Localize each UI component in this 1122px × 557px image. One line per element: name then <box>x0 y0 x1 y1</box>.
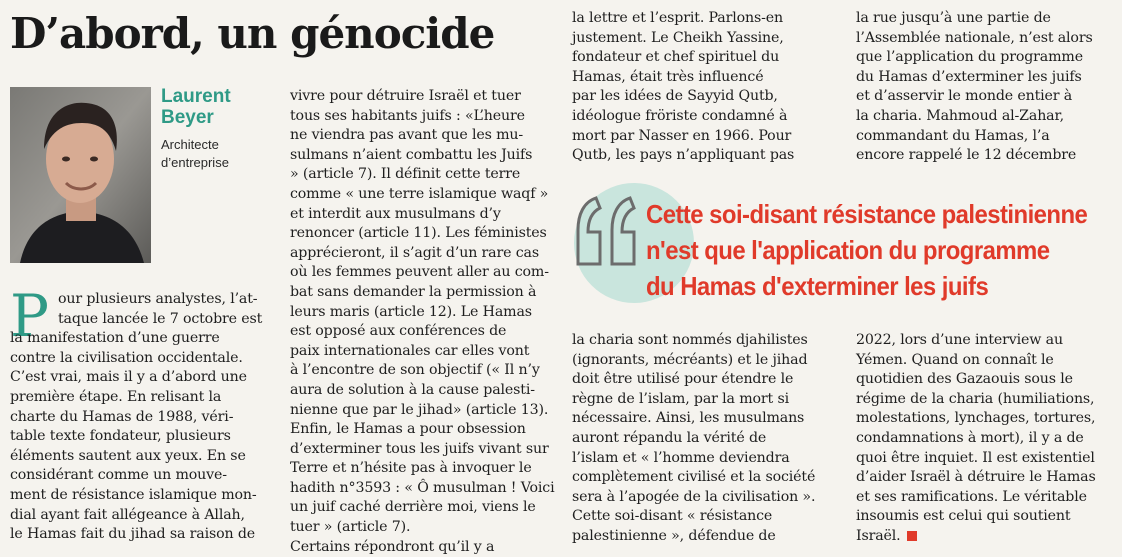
text-line: et ses ramifications. Le véritable <box>856 488 1087 505</box>
column-1 <box>10 282 272 545</box>
text-line: que l’application du programme <box>856 49 1083 66</box>
text-line: encore rappelé le 12 décembre <box>856 147 1077 164</box>
text-line: bat sans demander la permission à <box>290 283 537 300</box>
text-line: » (article 7). Il définit cette terre <box>290 166 521 183</box>
text-line: Cette soi-disant « résistance <box>572 508 773 525</box>
author-role <box>161 136 251 172</box>
text-line: ne viendra pas avant que les mu- <box>290 127 524 144</box>
text-line: nienne que par le jihad» (article 13). <box>290 401 549 418</box>
author-portrait-icon <box>10 87 151 263</box>
text-line: contre la civilisation occidentale. <box>10 349 243 366</box>
text-line: Qutb, les pays n’appliquant pas <box>572 147 795 164</box>
text-line: la manifestation d’une guerre <box>10 330 220 347</box>
text-line: où les femmes peuvent aller au com- <box>290 264 549 281</box>
text-line: première étape. En relisant la <box>10 388 222 405</box>
text-line: d’exterminer tous les juifs vivant sur <box>290 440 549 457</box>
pull-quote-line: n'est que l'application du programme <box>646 235 1050 265</box>
text-line: commandant du Hamas, l’a <box>856 127 1050 144</box>
text-line: auront répandu la vérité de <box>572 429 767 446</box>
text-line: quoi être inquiet. Il est existentiel <box>856 449 1095 466</box>
text-line: et interdit aux musulmans d’y <box>290 205 501 222</box>
text-line: du Hamas d’exterminer les juifs <box>856 68 1082 85</box>
text-line: vivre pour détruire Israël et tuer <box>290 88 521 104</box>
text-line: mort par Nasser en 1966. Pour <box>572 127 792 144</box>
column-4-top <box>856 9 1116 166</box>
text-line: est opposé aux conférences de <box>290 323 507 340</box>
text-line: charte du Hamas de 1988, véri- <box>10 408 234 425</box>
text-line: le Hamas fait du jihad sa raison de <box>10 526 256 543</box>
column-3-top <box>572 9 836 166</box>
text-line: Hamas, était très influencé <box>572 68 764 85</box>
text-line: Enfin, le Hamas a pour obsession <box>290 421 526 438</box>
text-line: fondateur et chef spirituel du <box>572 49 780 66</box>
author-role-line1: Architecte <box>161 137 219 152</box>
dropcap: P <box>10 282 50 350</box>
text-line: sera à l’apogée de la civilisation ». <box>572 488 816 505</box>
text-line: molestations, lynchages, tortures, <box>856 410 1096 427</box>
column-2 <box>290 87 555 557</box>
author-photo <box>10 87 151 263</box>
column-3-bottom <box>572 331 836 547</box>
text-line: la rue jusqu’à une partie de <box>856 10 1051 26</box>
text-line-end: Israël. <box>856 527 901 544</box>
text-line: d’aider Israël à détruire le Hamas <box>856 469 1096 486</box>
text-line: 2022, lors d’une interview au <box>856 332 1063 348</box>
text-line: à l’encontre de son objectif (« Il n’y <box>290 362 540 379</box>
pull-quote-line: du Hamas d'exterminer les juifs <box>646 271 989 301</box>
text-line: ment de résistance islamique mon- <box>10 486 257 503</box>
text-line: Terre et n’hésite pas à invoquer le <box>290 460 532 477</box>
last-text-line <box>856 527 1116 547</box>
open-quote-icon <box>572 180 642 270</box>
text-line: nécessaire. Ainsi, les musulmans <box>572 410 805 427</box>
pull-quote-line: Cette soi-disant résistance palestinienne <box>646 199 1088 229</box>
text-line: (ignorants, mécréants) et le jihad <box>572 351 808 368</box>
text-line: taque lancée le 7 octobre est <box>58 310 263 327</box>
text-line: éléments sautent aux yeux. En se <box>10 447 246 464</box>
text-line: our plusieurs analystes, l’at- <box>58 291 258 307</box>
author-name <box>161 86 241 128</box>
text-line: table texte fondateur, plusieurs <box>10 428 231 445</box>
text-line: l’Assemblée nationale, n’est alors <box>856 29 1093 46</box>
text-line: justement. Le Cheikh Yassine, <box>572 29 784 46</box>
text-line: règne de l’islam, par la mort si <box>572 390 789 407</box>
text-line: apprécieront, il s’agit d’un rare cas <box>290 244 539 261</box>
text-line: hadith n°3593 : « Ô musulman ! Voici <box>290 479 555 496</box>
text-line: Certains répondront qu’il y a <box>290 538 495 555</box>
text-line: considérant comme un mouve- <box>10 467 227 484</box>
column-4-bottom <box>856 331 1116 547</box>
text-line: quotidien des Gazaouis sous le <box>856 371 1073 388</box>
text-line: un juif caché derrière moi, viens le <box>290 499 536 516</box>
pull-quote <box>646 196 1088 304</box>
text-line: sulmans n’aient combattu les Juifs <box>290 146 533 163</box>
text-line: condamnations à mort), il y a de <box>856 429 1084 446</box>
text-line: Yémen. Quand on connaît le <box>856 351 1054 368</box>
text-line: par les idées de Sayyid Qutb, <box>572 88 778 105</box>
text-line: la charia sont nommés djahilistes <box>572 332 808 348</box>
text-line: régime de la charia (humiliations, <box>856 390 1095 407</box>
text-line: la charia. Mahmoud al-Zahar, <box>856 107 1064 124</box>
text-line: tous ses habitants juifs : «L’heure <box>290 107 525 124</box>
text-line: renoncer (article 11). Les féministes <box>290 225 547 242</box>
text-line: la lettre et l’esprit. Parlons-en <box>572 10 784 26</box>
text-line: aura de solution à la cause palesti- <box>290 381 535 398</box>
text-line: tuer » (article 7). <box>290 519 411 536</box>
text-line: comme « une terre islamique waqf » <box>290 185 549 202</box>
text-line: l’islam et « l’homme deviendra <box>572 449 790 466</box>
text-line: complètement civilisé et la société <box>572 469 816 486</box>
text-line: dial ayant fait allégeance à Allah, <box>10 506 245 523</box>
text-line: palestinienne », défendue de <box>572 527 776 544</box>
text-line: C’est vrai, mais il y a d’abord une <box>10 369 247 386</box>
end-of-article-mark <box>907 531 917 541</box>
text-line: doit être utilisé pour étendre le <box>572 371 794 388</box>
text-line: paix internationales car elles vont <box>290 342 530 359</box>
author-first-name: Laurent <box>161 86 231 107</box>
text-line: et d’asservir le monde entier à <box>856 88 1073 105</box>
text-line: insoumis est celui qui soutient <box>856 508 1071 525</box>
text-line: idéologue fröriste condamné à <box>572 107 788 124</box>
headline: D’abord, un génocide <box>10 9 495 58</box>
author-last-name: Beyer <box>161 107 214 128</box>
text-line: leurs maris (article 12). Le Hamas <box>290 303 532 320</box>
author-role-line2: d’entreprise <box>161 155 229 170</box>
